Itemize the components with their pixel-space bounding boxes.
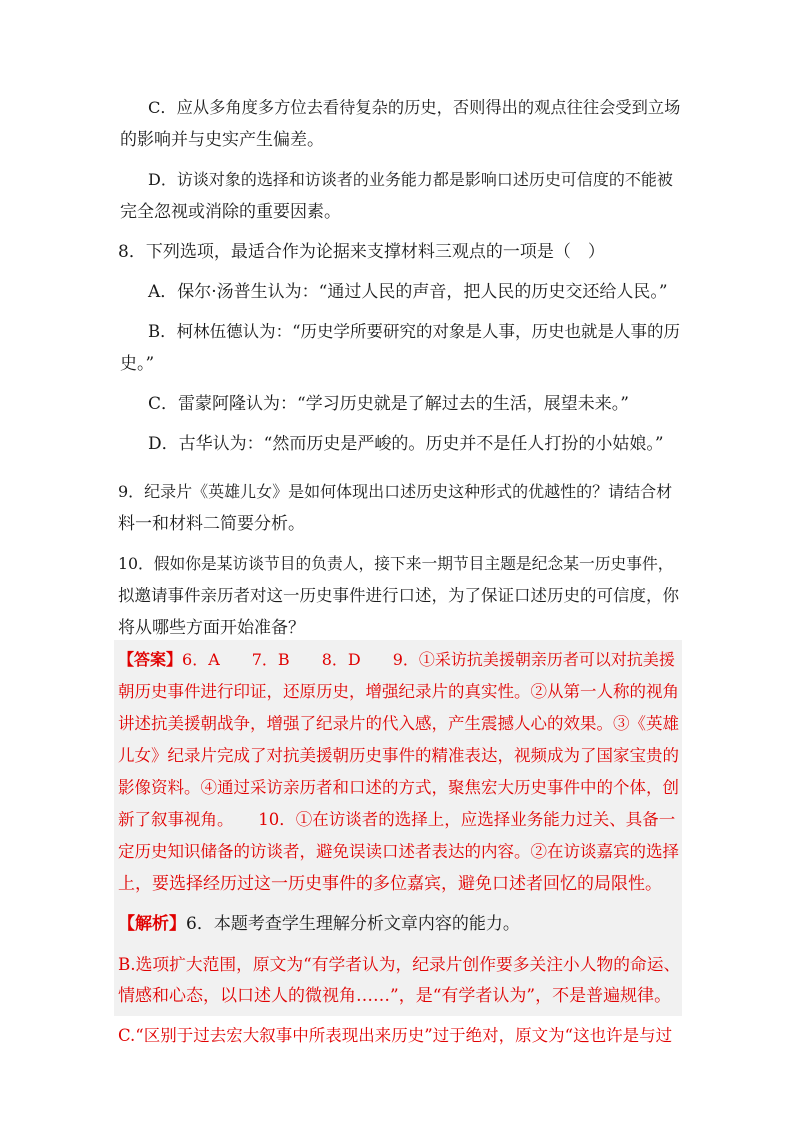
answer-line6: 新了叙事视角。 10．①在访谈者的选择上，应选择业务能力过关、具备一	[118, 810, 676, 829]
answer-line1-text: 6．A 7．B 8．D 9．①采访抗美援朝亲历者可以对抗美援	[182, 650, 675, 669]
analysis-intro	[118, 912, 520, 936]
q10-line3: 将从哪些方面开始准备？	[118, 618, 305, 638]
answer-line3: 讲述抗美援朝战争，增强了纪录片的代入感，产生震撼人心的效果。③《英雄	[118, 714, 679, 733]
q8-option-a: A．保尔·汤普生认为：“通过人民的声音，把人民的历史交还给人民。”	[148, 282, 668, 302]
answer-line5: 影像资料。④通过采访亲历者和口述的方式，聚焦宏大历史事件中的个体，创	[118, 778, 679, 797]
q8-option-c: C．雷蒙阿隆认为：“学习历史就是了解过去的生活，展望未来。”	[148, 394, 629, 414]
analysis-c-line1: C.“区别于过去宏大叙事中所表现出来历史”过于绝对，原文为“这也许是与过	[118, 1026, 673, 1045]
q7-option-d-line1: D．访谈对象的选择和访谈者的业务能力都是影响口述历史可信度的不能被	[148, 170, 673, 189]
answer-line4: 儿女》纪录片完成了对抗美援朝历史事件的精准表达，视频成为了国家宝贵的	[118, 746, 679, 765]
answer-label: 【答案】	[118, 650, 183, 669]
q7-option-c-line2: 的影响并与史实产生偏差。	[120, 130, 324, 150]
q8-stem: 8．下列选项，最适合作为论据来支撑材料三观点的一项是（ ）	[118, 242, 605, 262]
analysis-label: 【解析】	[118, 914, 186, 934]
analysis-b-line1: B.选项扩大范围，原文为“有学者认为，纪录片创作要多关注小人物的命运、	[118, 954, 681, 974]
answer-line7: 定历史知识储备的访谈者，避免误读口述者表达的内容。②在访谈嘉宾的选择	[118, 842, 679, 861]
q7-option-c-line1: C．应从多角度多方位去看待复杂的历史，否则得出的观点往往会受到立场	[148, 98, 681, 117]
q9-line2: 料一和材料二简要分析。	[118, 514, 305, 534]
q10-line2: 拟邀请事件亲历者对这一历史事件进行口述，为了保证口述历史的可信度，你	[118, 586, 679, 605]
q8-option-b-line1: B．柯林伍德认为：“历史学所要研究的对象是人事，历史也就是人事的历	[148, 322, 681, 341]
answer-line1	[118, 648, 675, 672]
q9-line1: 9．纪录片《英雄儿女》是如何体现出口述历史这种形式的优越性的？请结合材	[118, 482, 673, 501]
analysis-intro-text: 6．本题考查学生理解分析文章内容的能力。	[186, 914, 520, 934]
q8-option-b-line2: 史。”	[120, 354, 155, 374]
analysis-b-line2: 情感和心态，以口述人的微视角……”，是“有学者认为”，不是普遍规律。	[118, 986, 672, 1006]
q7-option-d-line2: 完全忽视或消除的重要因素。	[120, 202, 341, 222]
q8-option-d: D．古华认为：“然而历史是严峻的。历史并不是任人打扮的小姑娘。”	[148, 434, 664, 454]
q10-line1: 10．假如你是某访谈节目的负责人，接下来一期节目主题是纪念某一历史事件，	[118, 554, 674, 573]
answer-line8: 上，要选择经历过这一历史事件的多位嘉宾，避免口述者回忆的局限性。	[118, 874, 662, 894]
answer-line2: 朝历史事件进行印证，还原历史，增强纪录片的真实性。②从第一人称的视角	[118, 682, 679, 701]
